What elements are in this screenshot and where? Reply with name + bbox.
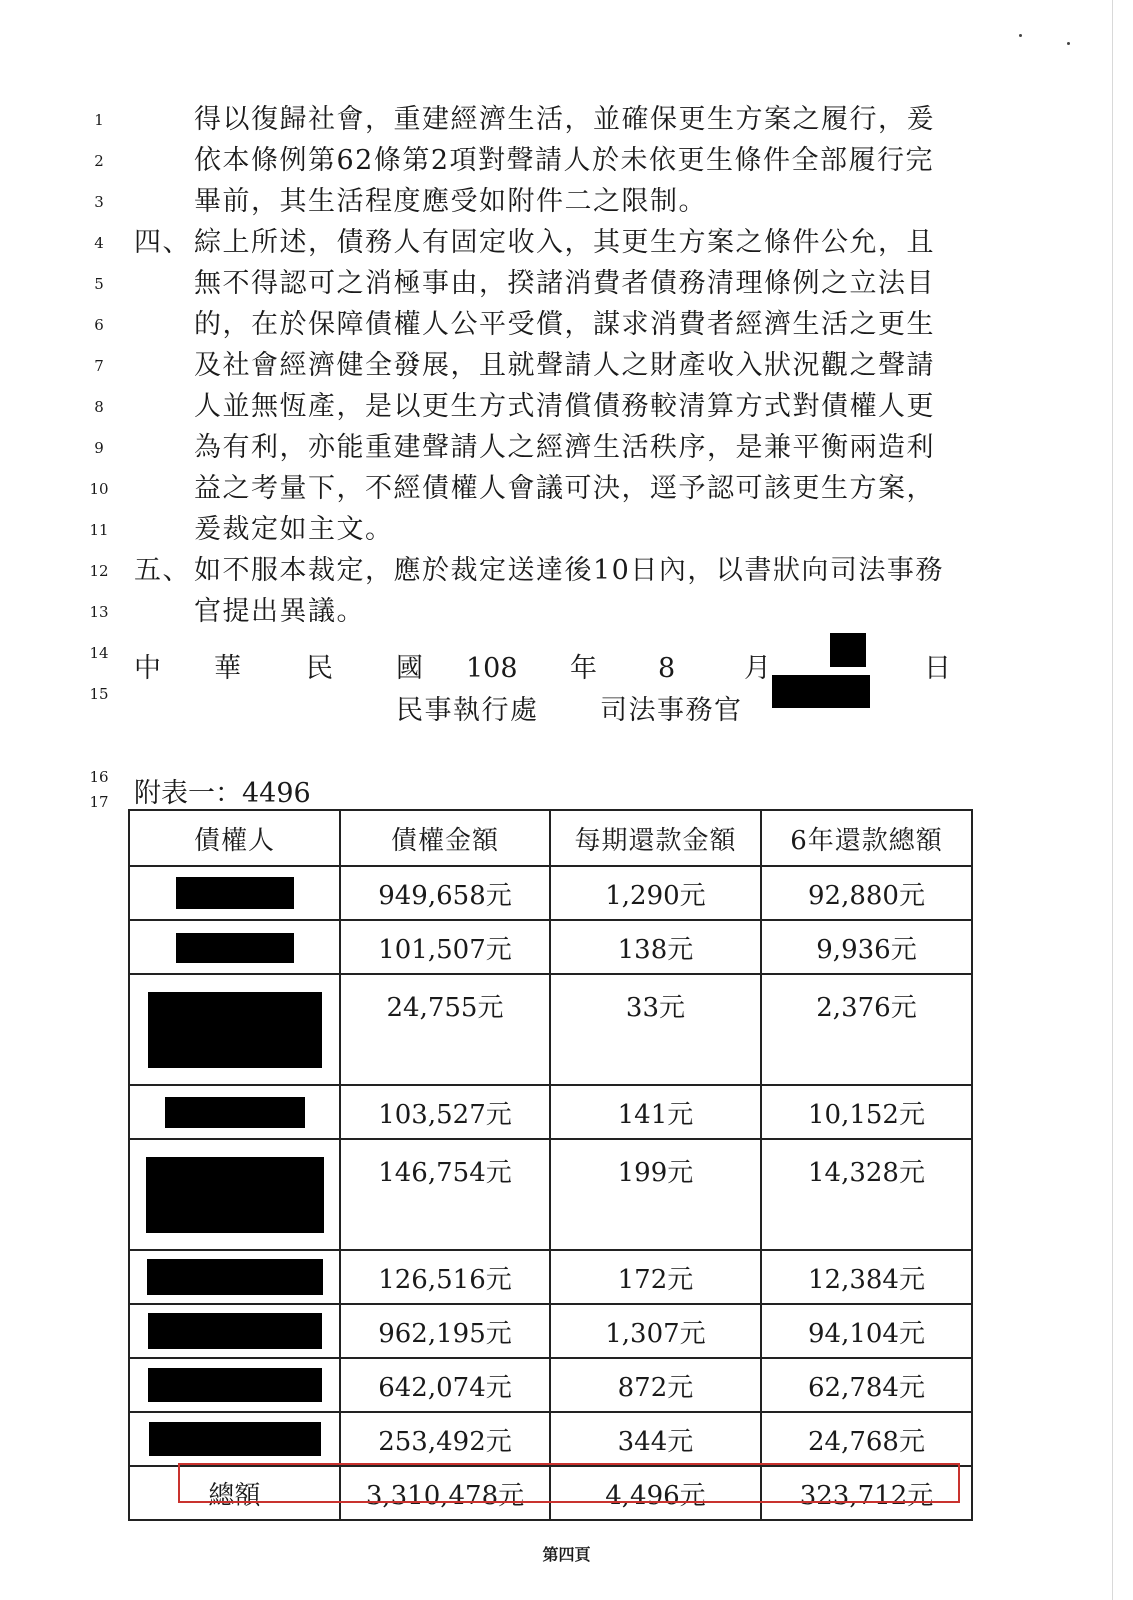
body-line bbox=[134, 226, 974, 260]
repayment-table bbox=[128, 809, 973, 1521]
scan-speck bbox=[1067, 42, 1070, 45]
redacted-creditor-name bbox=[146, 1157, 324, 1233]
line-number: 9 bbox=[94, 439, 104, 457]
scan-edge-line bbox=[1112, 0, 1113, 1600]
header-per-period: 每期還款金額 bbox=[550, 810, 761, 866]
redacted-creditor-name bbox=[176, 933, 294, 963]
creditor-cell bbox=[129, 1304, 340, 1358]
date-month: 8 bbox=[658, 653, 676, 684]
redacted-creditor-name bbox=[165, 1097, 305, 1128]
creditor-cell bbox=[129, 1250, 340, 1304]
per-period-cell: 138元 bbox=[550, 920, 761, 974]
total-cell: 10,152元 bbox=[761, 1085, 972, 1139]
per-period-cell: 172元 bbox=[550, 1250, 761, 1304]
per-period-cell: 141元 bbox=[550, 1085, 761, 1139]
page-footer: 第四頁 bbox=[542, 1545, 591, 1564]
date-month-unit: 月 bbox=[744, 653, 771, 684]
date-char: 民 bbox=[306, 653, 333, 684]
date-day-unit: 日 bbox=[924, 653, 951, 684]
per-period-cell: 33元 bbox=[550, 974, 761, 1085]
line-number: 3 bbox=[94, 193, 104, 211]
header-creditor: 債權人 bbox=[129, 810, 340, 866]
line-number: 1 bbox=[94, 111, 104, 129]
body-line: 得以復歸社會，重建經濟生活，並確保更生方案之履行，爰 bbox=[194, 104, 935, 135]
per-period-cell: 344元 bbox=[550, 1412, 761, 1466]
table-row bbox=[129, 1085, 972, 1139]
body-line: 的，在於保障債權人公平受償，謀求消費者經濟生活之更生 bbox=[194, 309, 935, 340]
total-cell: 2,376元 bbox=[761, 974, 972, 1085]
body-text: 綜上所述，債務人有固定收入，其更生方案之條件公允，且 bbox=[194, 227, 935, 258]
total-cell: 9,936元 bbox=[761, 920, 972, 974]
signature-title: 司法事務官 bbox=[600, 695, 743, 726]
table-total-row bbox=[129, 1466, 972, 1520]
line-number: 15 bbox=[89, 685, 109, 703]
claim-cell: 101,507元 bbox=[340, 920, 550, 974]
line-number: 2 bbox=[94, 152, 104, 170]
line-number: 14 bbox=[89, 644, 109, 662]
creditor-cell bbox=[129, 866, 340, 920]
redacted-creditor-name bbox=[148, 992, 322, 1068]
date-year-unit: 年 bbox=[570, 653, 597, 684]
body-text: 如不服本裁定，應於裁定送達後10日內，以書狀向司法事務 bbox=[194, 555, 944, 586]
creditor-cell bbox=[129, 1139, 340, 1250]
table-row bbox=[129, 1250, 972, 1304]
table-row bbox=[129, 974, 972, 1085]
body-line: 為有利，亦能重建聲請人之經濟生活秩序，是兼平衡兩造利 bbox=[194, 432, 935, 463]
line-number: 13 bbox=[89, 603, 109, 621]
line-number: 10 bbox=[89, 480, 109, 498]
table-row bbox=[129, 866, 972, 920]
body-line: 官提出異議。 bbox=[194, 596, 365, 627]
redacted-creditor-name bbox=[149, 1422, 321, 1456]
creditor-cell bbox=[129, 1412, 340, 1466]
total-cell: 14,328元 bbox=[761, 1139, 972, 1250]
line-number: 5 bbox=[94, 275, 104, 293]
table-row bbox=[129, 1139, 972, 1250]
line-number: 12 bbox=[89, 562, 109, 580]
body-line: 畢前，其生活程度應受如附件二之限制。 bbox=[194, 186, 707, 217]
per-period-cell: 1,290元 bbox=[550, 866, 761, 920]
total-label-cell: 總額 bbox=[129, 1466, 340, 1520]
total-cell: 94,104元 bbox=[761, 1304, 972, 1358]
date-char: 華 bbox=[214, 653, 241, 684]
claim-cell: 146,754元 bbox=[340, 1139, 550, 1250]
body-line: 人並無恆產，是以更生方式清償債務較清算方式對債權人更 bbox=[194, 391, 935, 422]
total-cell: 62,784元 bbox=[761, 1358, 972, 1412]
line-number: 17 bbox=[89, 793, 109, 811]
line-number: 16 bbox=[89, 768, 109, 786]
redacted-creditor-name bbox=[148, 1368, 322, 1402]
date-year: 108 bbox=[466, 653, 518, 684]
table-row bbox=[129, 1358, 972, 1412]
redacted-day bbox=[830, 633, 866, 667]
creditor-cell bbox=[129, 1358, 340, 1412]
claim-cell: 103,527元 bbox=[340, 1085, 550, 1139]
table-row bbox=[129, 920, 972, 974]
date-char: 國 bbox=[396, 653, 423, 684]
redacted-creditor-name bbox=[148, 1313, 322, 1349]
line-number: 11 bbox=[89, 521, 109, 539]
header-six-year-total: 6年還款總額 bbox=[761, 810, 972, 866]
creditor-cell bbox=[129, 1085, 340, 1139]
total-cell: 24,768元 bbox=[761, 1412, 972, 1466]
signature-department: 民事執行處 bbox=[396, 695, 539, 726]
table-caption: 附表一：4496 bbox=[134, 778, 311, 809]
total-per-period-cell: 4,496元 bbox=[550, 1466, 761, 1520]
claim-cell: 253,492元 bbox=[340, 1412, 550, 1466]
line-number: 6 bbox=[94, 316, 104, 334]
section-marker: 四、 bbox=[134, 227, 191, 258]
section-marker: 五、 bbox=[134, 555, 191, 586]
claim-cell: 126,516元 bbox=[340, 1250, 550, 1304]
redacted-creditor-name bbox=[176, 877, 294, 909]
body-line: 無不得認可之消極事由，揆諸消費者債務清理條例之立法目 bbox=[194, 268, 935, 299]
claim-cell: 24,755元 bbox=[340, 974, 550, 1085]
body-line: 及社會經濟健全發展，且就聲請人之財產收入狀況觀之聲請 bbox=[194, 350, 935, 381]
line-number: 8 bbox=[94, 398, 104, 416]
table-header-row bbox=[129, 810, 972, 866]
per-period-cell: 199元 bbox=[550, 1139, 761, 1250]
claim-cell: 949,658元 bbox=[340, 866, 550, 920]
body-line: 益之考量下，不經債權人會議可決，逕予認可該更生方案， bbox=[194, 473, 935, 504]
body-line: 爰裁定如主文。 bbox=[194, 514, 394, 545]
claim-cell: 642,074元 bbox=[340, 1358, 550, 1412]
creditor-cell bbox=[129, 920, 340, 974]
grand-total-cell: 323,712元 bbox=[761, 1466, 972, 1520]
line-number: 4 bbox=[94, 234, 104, 252]
creditor-cell bbox=[129, 974, 340, 1085]
body-line bbox=[134, 554, 974, 588]
table-row bbox=[129, 1412, 972, 1466]
redacted-creditor-name bbox=[147, 1259, 323, 1295]
per-period-cell: 872元 bbox=[550, 1358, 761, 1412]
table-row bbox=[129, 1304, 972, 1358]
date-char: 中 bbox=[134, 653, 161, 684]
scan-speck bbox=[1019, 34, 1022, 37]
line-number: 7 bbox=[94, 357, 104, 375]
redacted-signature-name bbox=[772, 675, 870, 708]
total-cell: 92,880元 bbox=[761, 866, 972, 920]
header-claim-amount: 債權金額 bbox=[340, 810, 550, 866]
per-period-cell: 1,307元 bbox=[550, 1304, 761, 1358]
body-line: 依本條例第62條第2項對聲請人於未依更生條件全部履行完 bbox=[194, 145, 935, 176]
total-cell: 12,384元 bbox=[761, 1250, 972, 1304]
claim-cell: 962,195元 bbox=[340, 1304, 550, 1358]
total-claim-cell: 3,310,478元 bbox=[340, 1466, 550, 1520]
